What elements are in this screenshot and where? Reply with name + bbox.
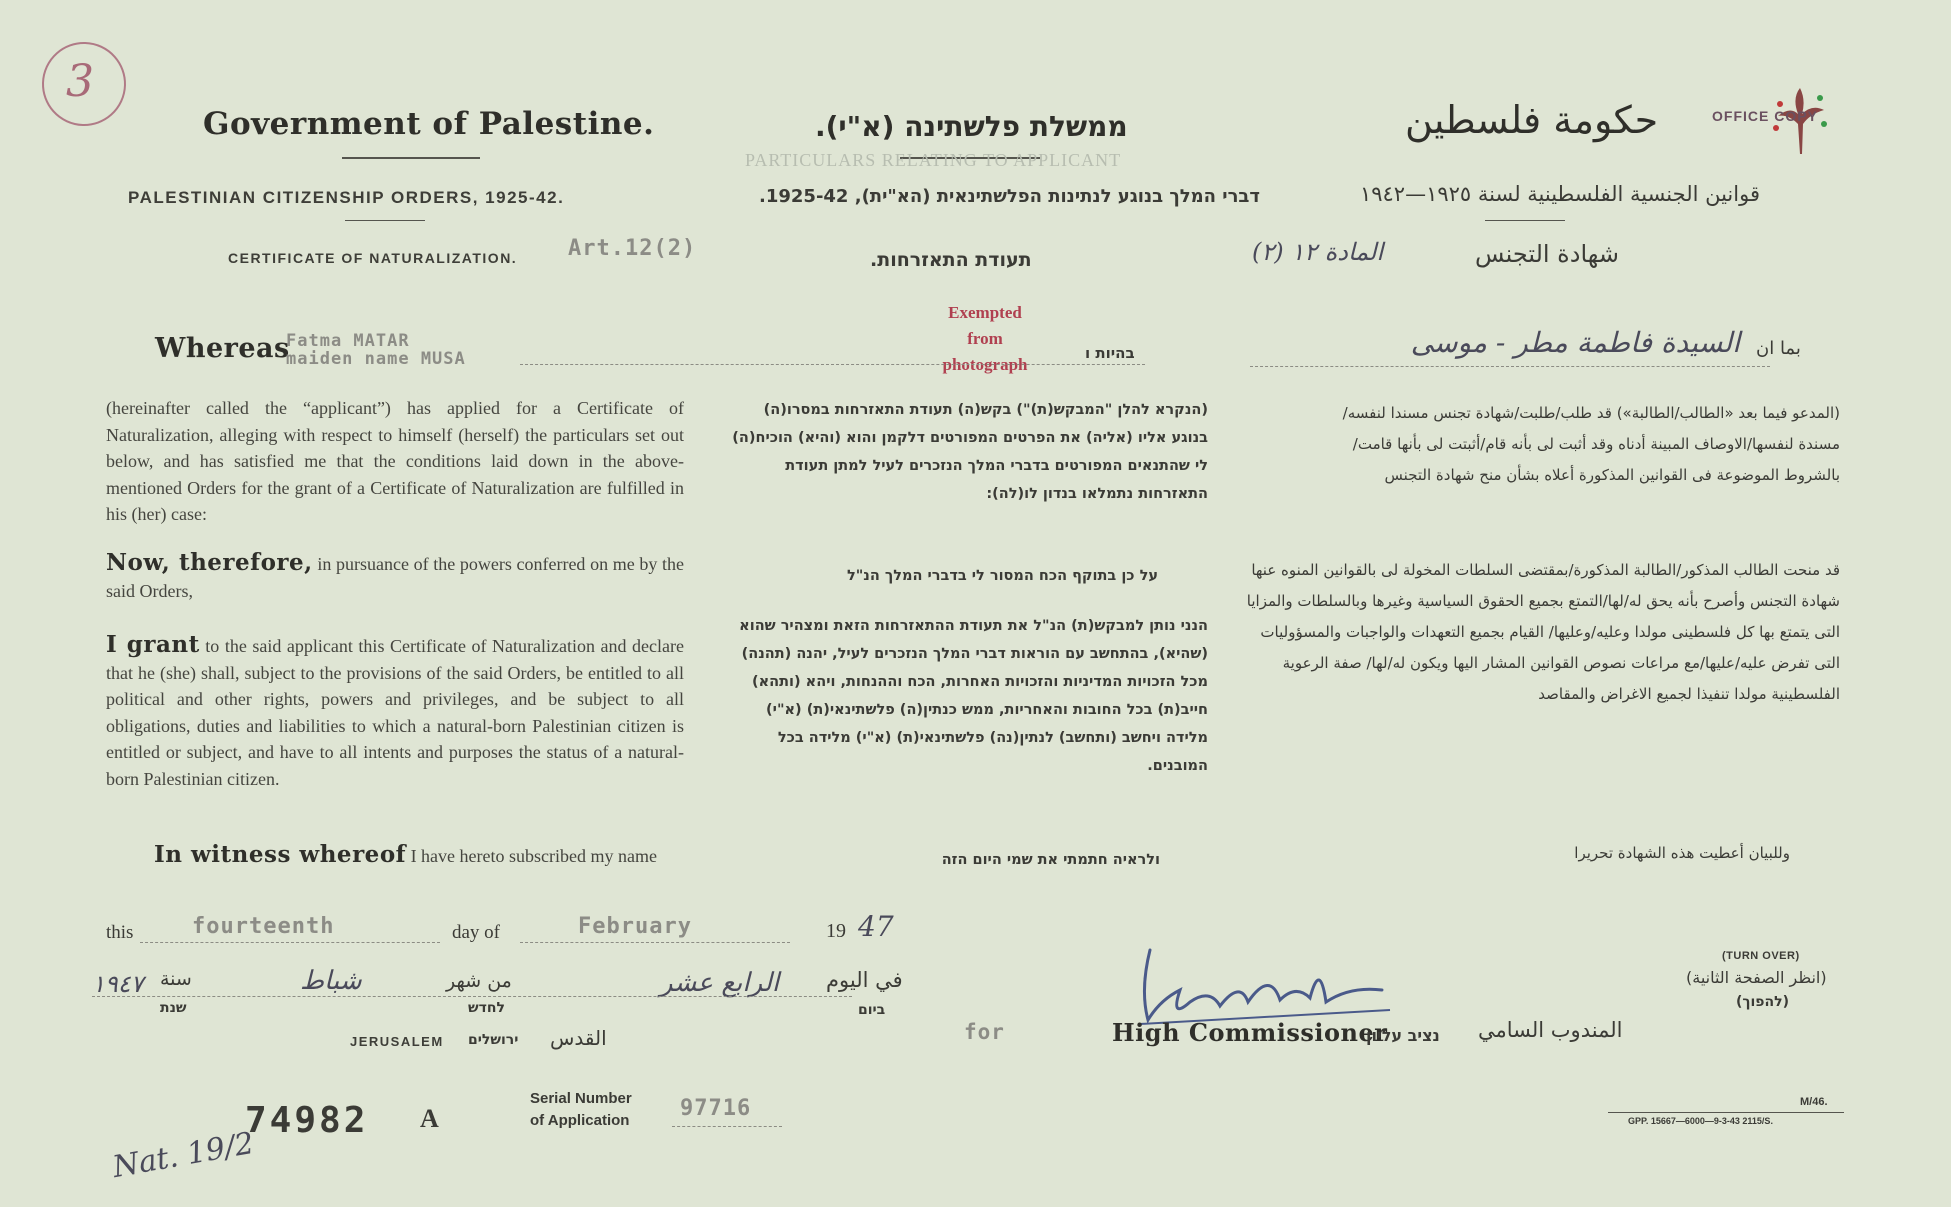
english-para-1: (hereinafter called the “applicant”) has applied for a Certificate of Naturalization, alleging with respect to himself (herself) the particulars set out below, and has satisfied me that the conditions laid down in the above-mentioned Orders for the grant of a Certificate of Naturalization are fulfilled in his (her) case: bbox=[106, 398, 684, 524]
hebrew-day-label: ביום bbox=[858, 1002, 886, 1018]
serial-dotline bbox=[672, 1126, 782, 1127]
bleed-through-text: PARTICULARS RELATING TO APPLICANT bbox=[745, 150, 1122, 170]
orders-underline-left bbox=[345, 220, 425, 221]
place-english: JERUSALEM bbox=[350, 1034, 444, 1049]
date-month-dotline bbox=[520, 942, 790, 943]
photo-exempt-stamp bbox=[925, 300, 1045, 378]
arabic-year-label: سنة bbox=[160, 968, 192, 990]
date-year-handwritten: 47 bbox=[858, 910, 894, 943]
turn-over-arabic: (انظر الصفحة الثانية) bbox=[1686, 968, 1827, 987]
date-day-dotline bbox=[140, 942, 440, 943]
hebrew-para-1: (הנקרא להלן "המבקש(ת)") בקש(ה) תעודת התאזרחות במסרו(ה) בנוגע אליו (אליה) את הפרטים המפורטים דלקמן והוא (והיא) הוכיח(ה) לי שהתנאים המפורטים בדברי המלך הנזכרים לעיל למתן תעודת התאזרחות נתמלאו בנדון לו(לה): bbox=[732, 402, 1208, 502]
serial-value: 97716 bbox=[680, 1096, 752, 1121]
arabic-day-handwritten: الرابع عشر bbox=[660, 968, 780, 998]
form-code-rule bbox=[1608, 1112, 1844, 1113]
in-witness-lead: In witness whereof bbox=[154, 841, 407, 868]
hebrew-year-label: שנת bbox=[160, 1000, 187, 1016]
hebrew-whereas: בהיות ו bbox=[1085, 344, 1135, 362]
arabic-date-dotline bbox=[92, 996, 852, 997]
arabic-name-handwritten: السيدة فاطمة مطر - موسى bbox=[1410, 326, 1740, 359]
turn-over-english: (TURN OVER) bbox=[1722, 950, 1800, 962]
office-copy-stamp bbox=[1712, 84, 1882, 154]
arabic-para-4: وللبيان أعطيت هذه الشهادة تحريرا bbox=[1574, 844, 1790, 862]
serial-label-2: of Application bbox=[530, 1112, 630, 1129]
whereas-dotline bbox=[520, 364, 1145, 365]
hebrew-title: ממשלת פלשתינה (א"י). bbox=[815, 110, 1128, 143]
arabic-title: حكومة فلسطين bbox=[1405, 98, 1659, 142]
place-arabic: القدس bbox=[550, 1026, 607, 1050]
i-grant-lead: I grant bbox=[106, 631, 200, 658]
maiden-name-typed: maiden name MUSA bbox=[286, 349, 466, 369]
hebrew-para-3: הנני נותן למבקש(ת) הנ"ל את תעודת ההתאזרחות הזאת ומצהיר שהוא (שהיא), בהתחשב עם הוראות דברי המלך הנזכרים לעיל, יהנה (תהנה) מכל הזכויות המדיניות והזכויות האחרות, הכח וההנחות, ויהא (ותהא) חייב(ת) בכל החובות והאחריות, ממש כנתין(ה) פלשתינאי(ת) (א"י) מלידה ויחשב (ותחשב) לנתין(נה) פלשתינאי(ת) (א"י) מלידה בכל המובנים. bbox=[739, 618, 1208, 774]
hebrew-month-label: לחדש bbox=[468, 1000, 505, 1016]
orders-underline-right bbox=[1485, 220, 1565, 221]
i-grant-text: to the said applicant this Certificate of Naturalization and declare that he (she) shall, subject to the provisions of the said Orders, be entitled to all political and other rights, powers and privileges, and be subject to all obligations, duties and liabilities to which a natural-born Palestinian citizen is entitled or subject, and have to all intents and purposes the status of a natural-born Palestinian citizen. bbox=[106, 636, 685, 789]
date-month-typed: February bbox=[578, 914, 692, 939]
english-para-4 bbox=[154, 842, 714, 870]
english-orders: PALESTINIAN CITIZENSHIP ORDERS, 1925-42. bbox=[128, 188, 565, 207]
place-hebrew: ירושלים bbox=[468, 1032, 519, 1048]
for-label: for bbox=[964, 1020, 1005, 1044]
high-commissioner-english: High Commissioner bbox=[1112, 1018, 1388, 1047]
arabic-day-label: في اليوم bbox=[826, 968, 903, 992]
form-code: M/46. bbox=[1800, 1096, 1828, 1108]
date-day-typed: fourteenth bbox=[192, 914, 335, 939]
hebrew-para-4: ולראיה חתמתי את שמי היום הזה bbox=[941, 852, 1160, 868]
hebrew-cert-title: תעודת התאזרחות. bbox=[870, 249, 1032, 271]
in-witness-text: I have hereto subscribed my name bbox=[406, 846, 657, 866]
english-title: Government of Palestine. bbox=[203, 106, 655, 142]
corner-number: 3 bbox=[66, 56, 94, 107]
certificate-number: 74982 bbox=[245, 1100, 369, 1141]
photo-stamp-line-2: from bbox=[967, 329, 1003, 348]
arabic-month-label: من شهر bbox=[446, 970, 512, 992]
arabic-para-1: (المدعو فيما بعد «الطالب/الطالبة») قد طلب/طلبت/شهادة تجنس مسندا لنفسه/ مسندة لنفسها/الاوصاف المبينة أدناه وقد أثبت لى بأنه قام/أثبتت لى بأنها قامت/ بالشروط الموضوعة فى القوانين المذكورة أعلاه بشأن منح شهادة التجنس bbox=[1342, 404, 1840, 484]
hebrew-para-2: על כן בתוקף הכח המסור לי בדברי המלך הנ"ל bbox=[846, 568, 1158, 584]
applicant-name-typed: Fatma MATAR bbox=[286, 331, 410, 351]
date-this-label: this bbox=[106, 922, 134, 943]
whereas-label: Whereas bbox=[155, 333, 290, 364]
english-para-3 bbox=[106, 632, 684, 792]
arabic-orders: قوانين الجنسية الفلسطينية لسنة ١٩٢٥—١٩٤٢ bbox=[1359, 182, 1760, 206]
turn-over-hebrew: (להפוך) bbox=[1736, 994, 1789, 1010]
arabic-month-handwritten: شباط bbox=[300, 966, 362, 996]
high-commissioner-hebrew: נציב עליון bbox=[1366, 1026, 1440, 1045]
photo-stamp-line-1: Exempted bbox=[948, 303, 1022, 322]
arabic-art-handwritten: المادة ١٢ (٢) bbox=[1252, 238, 1384, 266]
english-cert-title: CERTIFICATE OF NATURALIZATION. bbox=[228, 250, 518, 266]
arabic-cert-title: شهادة التجنس bbox=[1475, 240, 1619, 268]
arabic-whereas: بما ان bbox=[1756, 338, 1801, 359]
arabic-whereas-dotline bbox=[1250, 366, 1770, 367]
bottom-hand-note: Nat. 19/2 bbox=[110, 1125, 257, 1186]
photo-stamp-line-3: photograph bbox=[942, 355, 1028, 374]
printer-code: GPP. 15667—6000—9-3-43 2115/S. bbox=[1628, 1116, 1773, 1126]
date-year-prefix: 19 bbox=[826, 920, 846, 942]
hebrew-orders: דברי המלך בנוגע לנתינות הפלשתינאית (הא"ית), 1925-42. bbox=[759, 186, 1260, 207]
certificate-letter: A bbox=[420, 1104, 439, 1133]
arabic-year-handwritten: ١٩٤٧ bbox=[92, 970, 144, 998]
english-title-underline bbox=[342, 157, 480, 159]
arabic-para-2: قد منحت الطالب المذكور/الطالبة المذكورة/بمقتضى السلطات المخولة لى بالقوانين المنوه عنها شهادة التجنس وأصرح بأنه يحق له/لها/التمتع بجميع الحقوق السياسية وغيرها وبالسلطات والمزايا التى يتمتع بها كل فلسطينى مولدا وعليه/وعليها/ القيام بجميع التعهدات والواجبات والمسؤوليات التى تفرض عليه/عليها/مع مراعات نصوص القوانين المشار اليها ويكون له/لها/ صفة الرعوية الفلسطينية مولدا تنفيذا لجميع الاغراض والمقاصد bbox=[1246, 561, 1840, 703]
high-commissioner-arabic: المندوب السامي bbox=[1478, 1018, 1623, 1042]
serial-label-1: Serial Number bbox=[530, 1090, 632, 1107]
now-therefore-lead: Now, therefore, bbox=[106, 549, 313, 576]
now-therefore-text: in pursuance of the powers conferred on me by the said Orders, bbox=[106, 554, 684, 601]
art-typed: Art.12(2) bbox=[568, 236, 697, 261]
english-para-2 bbox=[106, 550, 684, 604]
date-day-of-label: day of bbox=[452, 922, 501, 943]
office-copy-text: OFFICE COPY bbox=[1712, 108, 1818, 124]
